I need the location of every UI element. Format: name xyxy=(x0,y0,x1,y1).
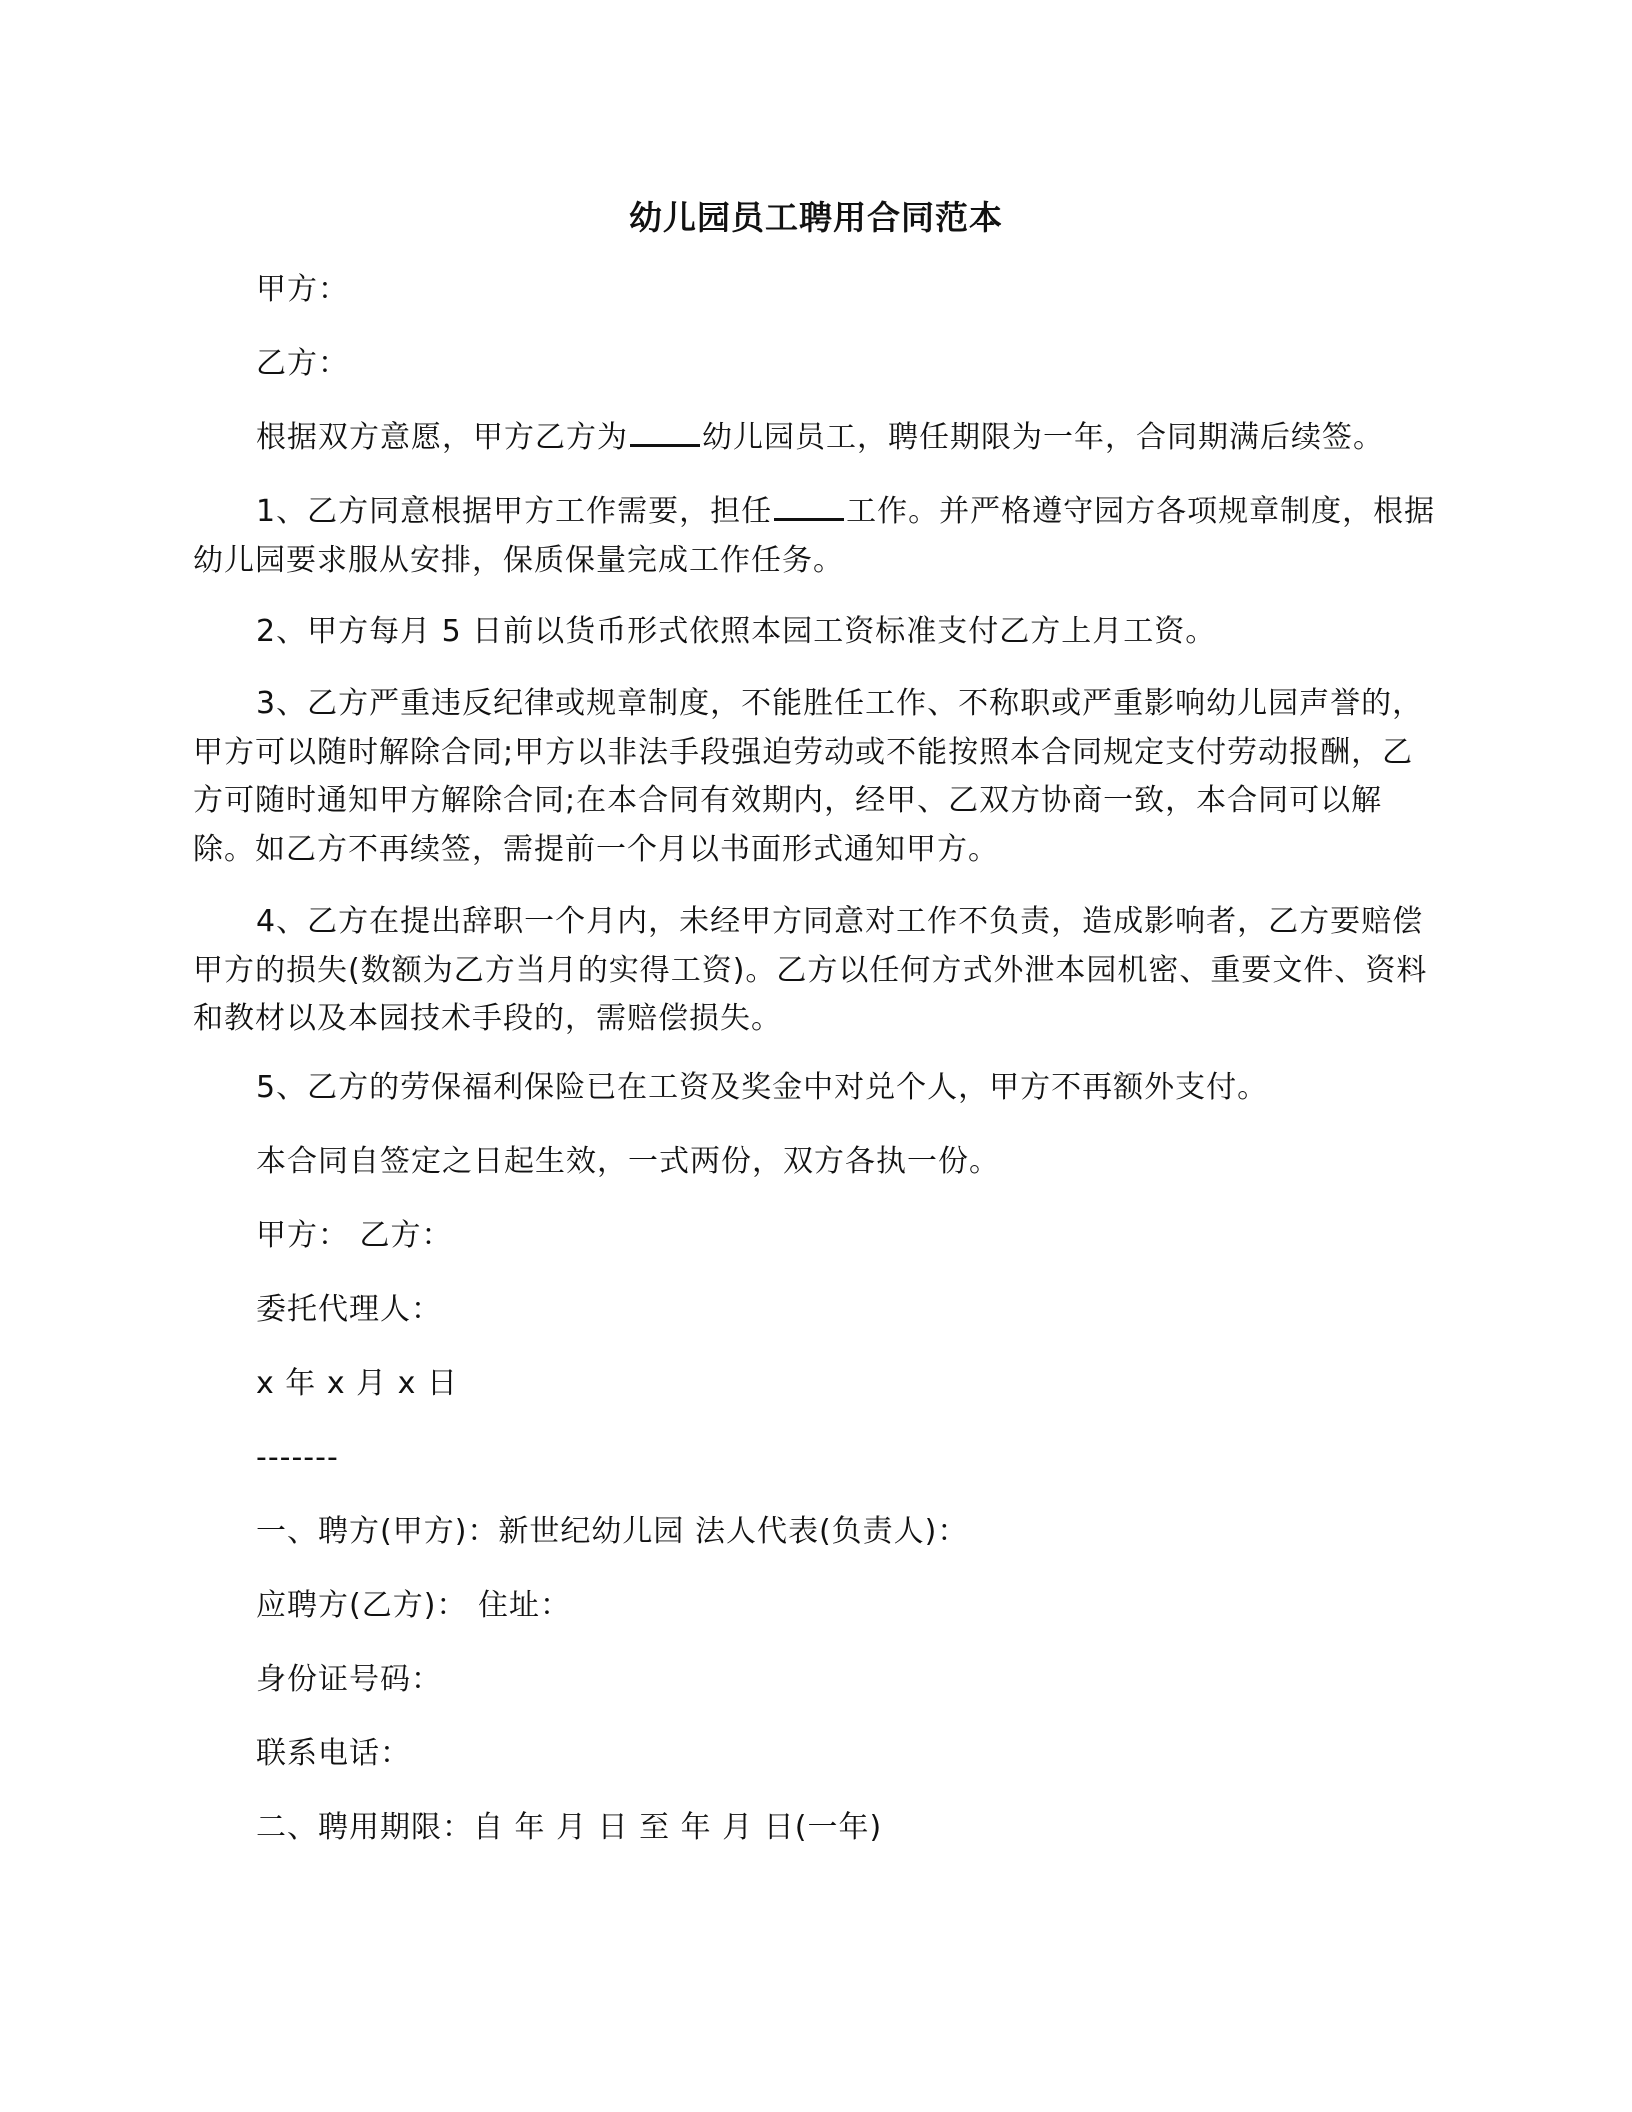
clause-1-text-after: 工作。并严格遵守园方各项规章制度，根据幼儿园要求服从安排，保质保量完成工作任务。 xyxy=(193,494,1436,578)
id-number-line: 身份证号码： xyxy=(256,1662,442,1697)
signature-line: 甲方： 乙方： xyxy=(256,1218,453,1253)
date-line: x 年 x 月 x 日 xyxy=(256,1366,458,1401)
clause-1-text-before: 1、乙方同意根据甲方工作需要，担任 xyxy=(256,494,773,529)
intro-paragraph xyxy=(256,416,1384,460)
effective-statement: 本合同自签定之日起生效，一式两份，双方各执一份。 xyxy=(256,1144,1000,1179)
clause-2: 2、甲方每月 5 日前以货币形式依照本园工资标准支付乙方上月工资。 xyxy=(256,614,1217,649)
document-title: 幼儿园员工聘用合同范本 xyxy=(629,198,1003,237)
intro-text-after: 幼儿园员工，聘任期限为一年，合同期满后续签。 xyxy=(702,420,1384,455)
clause-3: 3、乙方严重违反纪律或规章制度，不能胜任工作、不称职或严重影响幼儿园声誉的，甲方可以随时解除合同;甲方以非法手段强迫劳动或不能按照本合同规定支付劳动报酬，乙方可随时通知甲方解除合同;在本合同有效期内，经甲、乙双方协商一致，本合同可以解除。如乙方不再续签，需提前一个月以书面形式通知甲方。 xyxy=(193,686,1424,867)
phone-line: 联系电话： xyxy=(256,1736,411,1771)
clause-4: 4、乙方在提出辞职一个月内，未经甲方同意对工作不负责，造成影响者，乙方要赔偿甲方的损失(数额为乙方当月的实得工资)。乙方以任何方式外泄本园机密、重要文件、资料和教材以及本园技术手段的，需赔偿损失。 xyxy=(193,904,1428,1036)
section-2-term: 二、聘用期限：自 年 月 日 至 年 月 日(一年) xyxy=(256,1810,883,1845)
section-1-employer: 一、聘方(甲方)：新世纪幼儿园 法人代表(负责人)： xyxy=(256,1514,969,1549)
separator-line: ------- xyxy=(256,1440,339,1475)
agent-line: 委托代理人： xyxy=(256,1292,442,1327)
intro-text-before: 根据双方意愿，甲方乙方为 xyxy=(256,420,628,455)
applicant-line: 应聘方(乙方)： 住址： xyxy=(256,1588,571,1623)
intro-blank-underline xyxy=(630,420,700,447)
clause-5: 5、乙方的劳保福利保险已在工资及奖金中对兑个人，甲方不再额外支付。 xyxy=(256,1070,1269,1105)
party-a-line: 甲方： xyxy=(256,272,349,307)
clause-1-blank-underline xyxy=(774,494,844,521)
party-b-line: 乙方： xyxy=(256,346,349,381)
clause-1 xyxy=(193,488,1443,585)
